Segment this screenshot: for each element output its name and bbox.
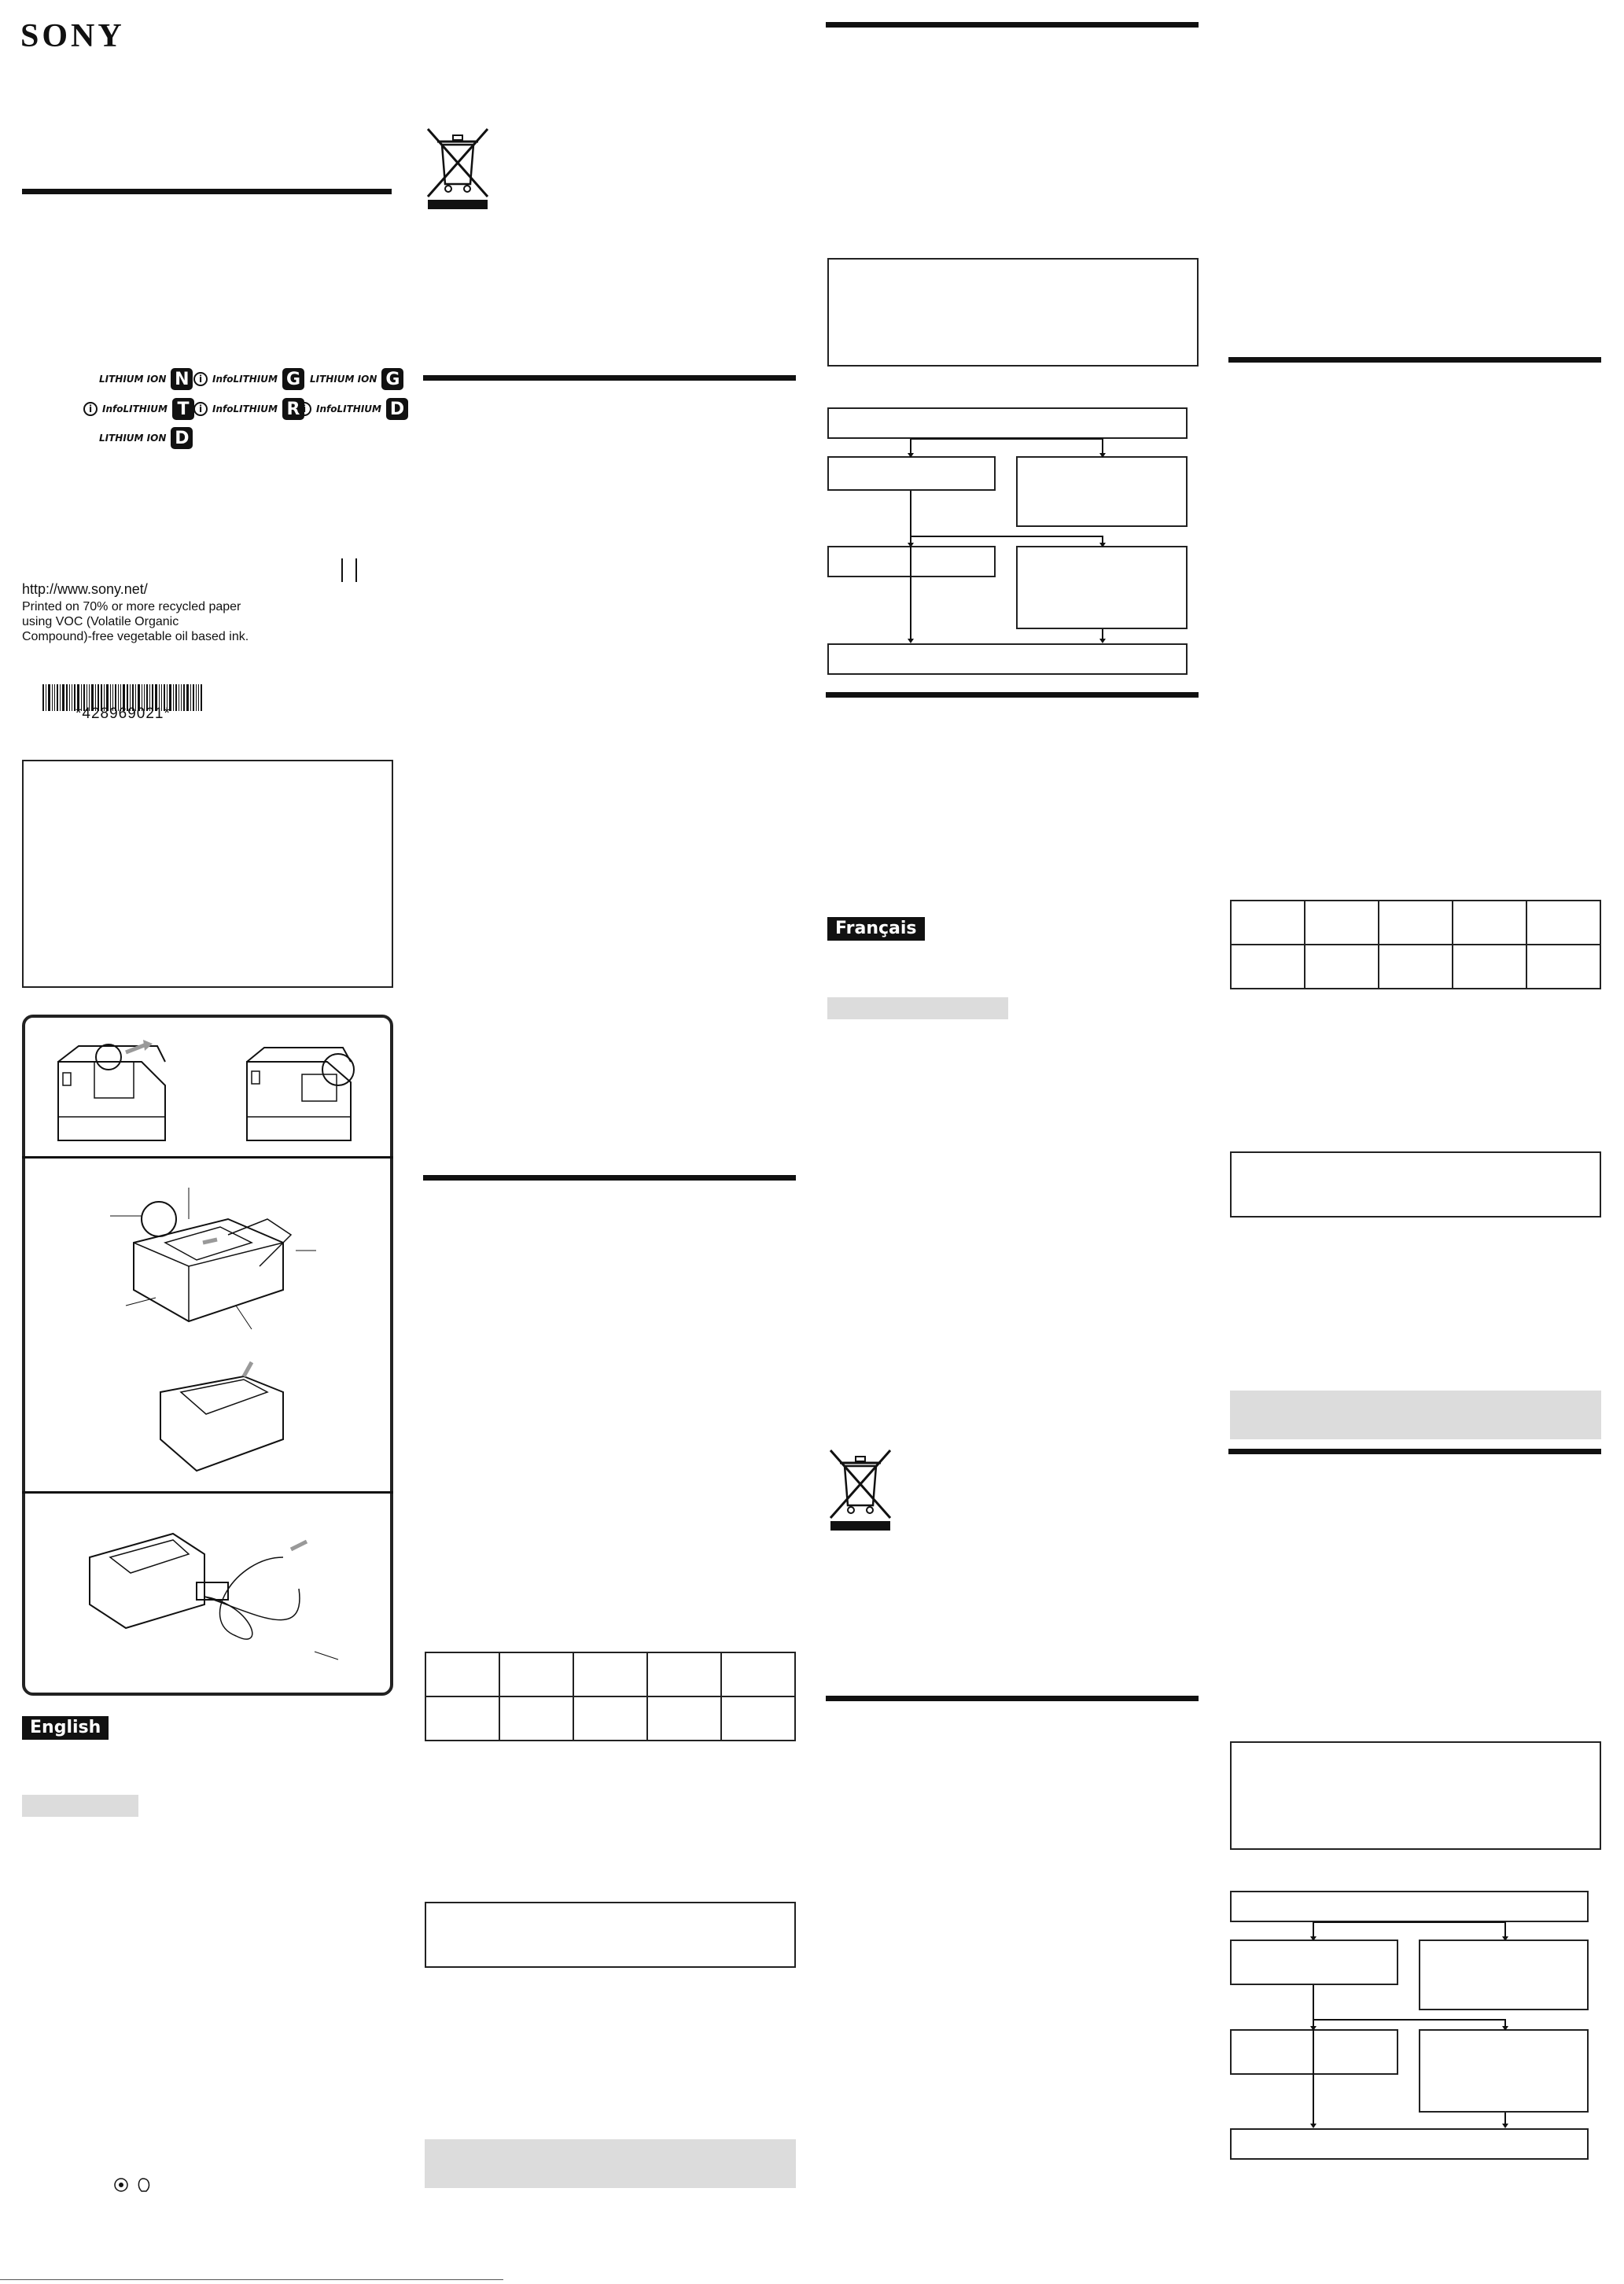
trim-line [0,2279,503,2280]
section-band-english [22,1795,138,1817]
battery-insert-illustration [110,1188,322,1337]
recycle-symbols [112,2175,159,2194]
table-cell [1452,944,1527,989]
info-icon: i [193,372,208,386]
table-cell [720,1652,796,1697]
barcode-bar [69,684,70,711]
flow-connectors [827,437,1189,645]
panel-divider [22,1156,393,1159]
barcode-bar [186,684,189,711]
battery-mark-info-r: i InfoLITHIUM R [193,398,304,420]
table-cell [1230,900,1305,945]
barcode-bar [173,684,174,711]
barcode-bar [193,684,194,711]
flow-box-bottom [1230,2128,1589,2160]
table-cell [1304,900,1379,945]
notice-box [827,258,1199,367]
barcode-bar [198,684,199,711]
weee-bin-icon [425,126,491,209]
registration-mark [341,558,343,582]
section-rule [1228,357,1601,363]
sony-logo: SONY [20,18,125,54]
barcode-number: *428969021* [75,705,171,722]
barcode-bar [201,684,202,711]
flow-box-top [1230,1891,1589,1922]
battery-mark-info-t: i InfoLITHIUM T [83,398,194,420]
battery-mark-info-d: i InfoLITHIUM D [297,398,408,420]
table-cell [1378,900,1453,945]
section-rule [423,375,796,381]
table-cell [425,1652,500,1697]
table-cell [646,1652,722,1697]
section-band [1230,1391,1601,1439]
panel-divider [22,1491,393,1494]
barcode-bar [60,684,61,711]
battery-mark-lithium-g: LITHIUM ION G [310,368,403,390]
info-icon: i [297,402,311,416]
battery-charging-illustration [149,1361,291,1479]
notice-box [1230,1741,1601,1850]
charger-illustration-right [241,1035,374,1145]
flow-box-bottom [827,643,1188,675]
sony-url: http://www.sony.net/ [22,581,148,597]
battery-mark-lithium-d: LITHIUM ION D [99,427,193,449]
table-cell [499,1696,574,1741]
print-note-line1: Printed on 70% or more recycled paper [22,600,241,613]
language-label-french: Français [827,917,925,941]
info-icon: i [193,402,208,416]
battery-mark-info-g: i InfoLITHIUM G [193,368,304,390]
notice-box [22,760,393,988]
barcode-bar [62,684,64,711]
flow-box-top [827,407,1188,439]
section-rule [423,1175,796,1181]
battery-mark-lithium-n: LITHIUM ION N [99,368,193,390]
table-cell [499,1652,574,1697]
table-cell [1304,944,1379,989]
table-cell [646,1696,722,1741]
note-box [425,1902,796,1968]
language-label-english: English [22,1716,109,1740]
note-box [1230,1151,1601,1218]
title-rule [22,189,392,194]
barcode-bar [48,684,50,711]
barcode-bar [42,684,44,711]
registration-mark [355,558,357,582]
table-cell [1526,944,1601,989]
table-cell [1526,900,1601,945]
table-cell [425,1696,500,1741]
barcode-bar [196,684,197,711]
table-cell [1230,944,1305,989]
power-cord-illustration [79,1510,354,1675]
table-cell [573,1652,648,1697]
print-note-line3: Compound)-free vegetable oil based ink. [22,630,249,643]
barcode-bar [175,684,177,711]
section-band-french [827,997,1008,1019]
flow-connectors [1230,1921,1592,2130]
barcode-bar [57,684,58,711]
section-rule [826,22,1199,28]
barcode-bar [54,684,55,711]
barcode-bar [183,684,185,711]
barcode-bar [52,684,53,711]
table-cell [1452,900,1527,945]
table-cell [573,1696,648,1741]
print-note-line2: using VOC (Volatile Organic [22,615,179,628]
barcode-bar [181,684,182,711]
weee-bin-icon [827,1447,893,1531]
table-cell [1378,944,1453,989]
section-rule [826,1696,1199,1701]
section-rule [1228,1449,1601,1454]
barcode-bar [66,684,68,711]
info-icon: i [83,402,98,416]
barcode-bar [190,684,191,711]
charger-illustration-left [47,1030,189,1148]
section-band [425,2139,796,2188]
section-rule [826,692,1199,698]
table-cell [720,1696,796,1741]
